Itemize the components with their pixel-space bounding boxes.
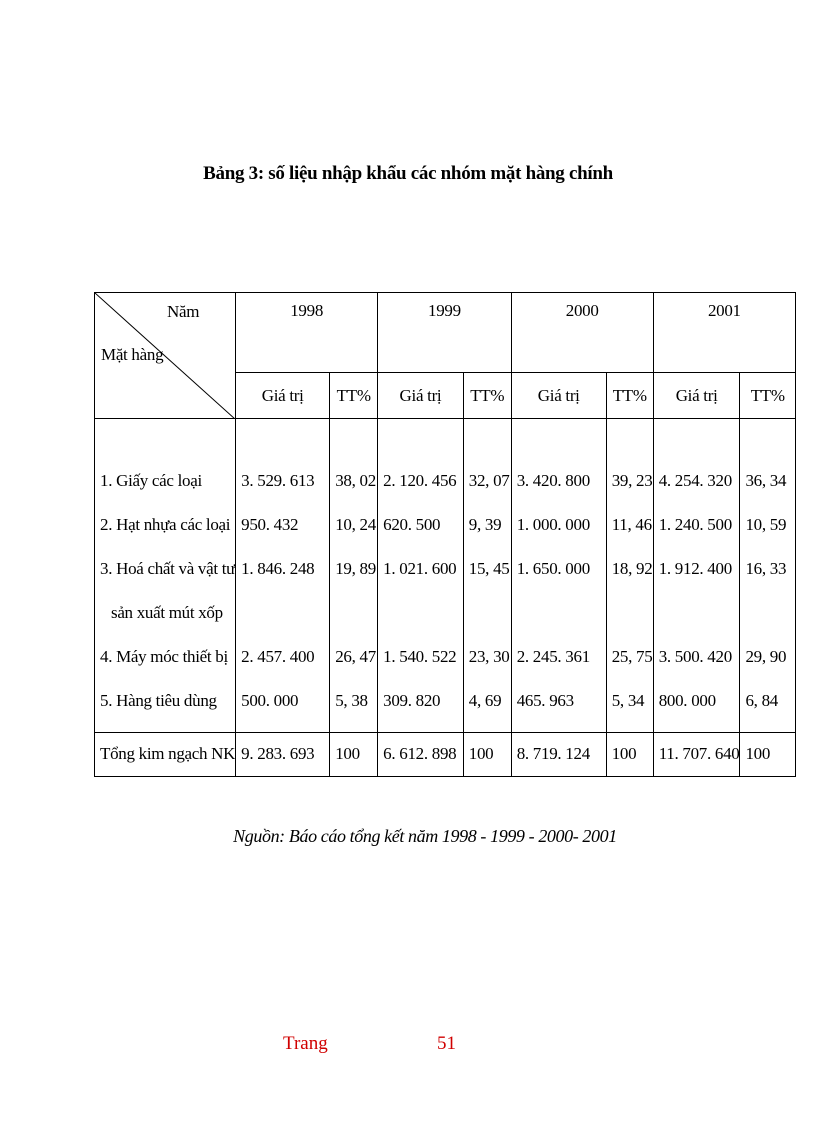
share-cell: 15, 45 [468,559,510,579]
share-cell: 29, 90 [745,647,787,667]
item-label: 5. Hàng tiêu dùng [100,691,217,711]
shares-1999-column [463,419,511,733]
value-cell: 800. 000 [658,691,716,711]
total-value: 6. 612. 898 [378,732,464,776]
share-cell: 5, 34 [611,691,645,711]
values-1999-column [378,419,464,733]
item-label: 4. Máy móc thiết bị [100,647,228,667]
value-cell: 500. 000 [241,691,299,711]
value-header: Giá trị [653,373,740,419]
year-header-1999: 1999 [378,293,512,373]
corner-year-label: Năm [166,302,200,321]
value-header: Giá trị [511,373,606,419]
values-2000-column [511,419,606,733]
share-header: TT% [740,373,796,419]
value-cell: 1. 912. 400 [658,559,732,579]
total-row [95,732,796,776]
corner-item-label: Mặt hàng [101,345,164,364]
import-table [94,292,796,777]
value-cell: 3. 420. 800 [516,471,590,491]
total-label: Tổng kim ngạch NK [95,732,236,776]
share-cell: 18, 92 [611,559,653,579]
total-share: 100 [330,732,378,776]
blank-line [378,591,463,635]
source-note: Nguồn: Báo cáo tổng kết năm 1998 - 1999 - 2000- 2001 [233,826,617,846]
year-header-2000: 2000 [511,293,653,373]
share-cell: 26, 47 [335,647,376,667]
value-cell: 309. 820 [383,691,441,711]
value-cell: 1. 021. 600 [383,559,457,579]
share-cell: 16, 33 [745,559,787,579]
value-cell: 4. 254. 320 [658,471,732,491]
value-cell: 1. 000. 000 [516,515,590,535]
share-cell: 10, 24 [335,515,376,535]
value-header: Giá trị [378,373,464,419]
share-cell: 10, 59 [745,515,787,535]
value-cell: 620. 500 [383,515,441,535]
blank-line [236,591,329,635]
value-cell: 1. 846. 248 [241,559,315,579]
blank-line [464,591,511,635]
item-label: 3. Hoá chất và vật tư [100,559,236,579]
share-header: TT% [463,373,511,419]
total-value: 11. 707. 640 [653,732,740,776]
share-cell: 23, 30 [468,647,510,667]
share-cell: 6, 84 [745,691,778,711]
blank-line [512,591,606,635]
share-cell: 38, 02 [335,471,376,491]
shares-1998-column [330,419,378,733]
share-cell: 32, 07 [468,471,510,491]
values-2001-column [653,419,740,733]
shares-2001-column [740,419,796,733]
share-cell: 25, 75 [611,647,653,667]
item-label-column [95,419,236,733]
share-cell: 19, 89 [335,559,376,579]
table-title: Bảng 3: số liệu nhập khẩu các nhóm mặt hàng chính [203,163,613,184]
shares-2000-column [606,419,653,733]
value-cell: 950. 432 [241,515,299,535]
corner-header-cell [95,293,236,419]
total-share: 100 [606,732,653,776]
value-cell: 2. 120. 456 [383,471,457,491]
blank-line [740,591,795,635]
total-value: 8. 719. 124 [511,732,606,776]
footer-page-label: Trang [283,1033,328,1054]
value-cell: 3. 529. 613 [241,471,315,491]
share-header: TT% [330,373,378,419]
item-label: 2. Hạt nhựa các loại [100,515,231,535]
share-cell: 9, 39 [468,515,502,535]
blank-line [330,591,377,635]
share-header: TT% [606,373,653,419]
share-cell: 11, 46 [611,515,652,535]
share-cell: 39, 23 [611,471,653,491]
values-1998-column [236,419,330,733]
share-cell: 36, 34 [745,471,787,491]
value-header: Giá trị [236,373,330,419]
value-cell: 465. 963 [516,691,574,711]
total-share: 100 [463,732,511,776]
total-value: 9. 283. 693 [236,732,330,776]
total-share: 100 [740,732,796,776]
share-cell: 5, 38 [335,691,368,711]
item-label: 1. Giấy các loại [100,471,202,491]
value-cell: 3. 500. 420 [658,647,732,667]
footer-page-number: 51 [437,1033,456,1054]
blank-line [607,591,653,635]
value-cell: 2. 245. 361 [516,647,590,667]
item-label: sản xuất mút xốp [111,603,223,623]
year-header-2001: 2001 [653,293,795,373]
share-cell: 4, 69 [468,691,502,711]
value-cell: 1. 240. 500 [658,515,732,535]
value-cell: 1. 540. 522 [383,647,457,667]
value-cell: 1. 650. 000 [516,559,590,579]
value-cell: 2. 457. 400 [241,647,315,667]
blank-line [654,591,740,635]
year-header-1998: 1998 [236,293,378,373]
